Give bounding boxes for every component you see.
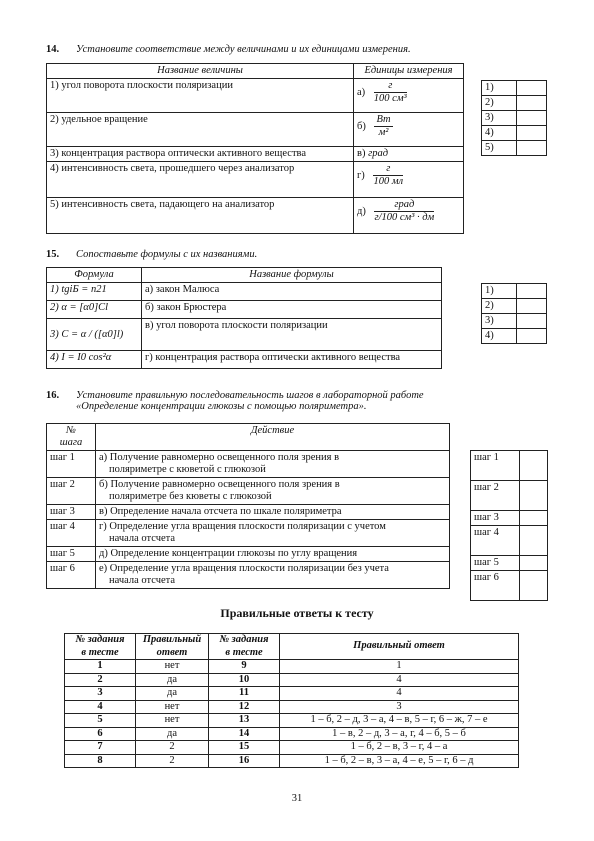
q14-row3-name: 3) концентрация раствора оптически активного вещества bbox=[47, 147, 354, 162]
q15-col2-header: Название формулы bbox=[142, 268, 442, 283]
page-number: 31 bbox=[291, 793, 303, 804]
q16-answer-cell-2[interactable] bbox=[520, 481, 548, 511]
q15-row3-name: в) угол поворота плоскости поляризации bbox=[142, 319, 442, 351]
table-row: 1 нет 9 1 bbox=[65, 660, 519, 674]
table-row: 8 2 16 1 – б, 2 – в, 3 – а, 4 – е, 5 – г, 6 – д bbox=[65, 754, 519, 768]
q15-prompt: 15. Сопоставьте формулы с их названиями. bbox=[46, 249, 258, 260]
q15-row4-name: г) концентрация раствора оптически активного вещества bbox=[142, 351, 442, 369]
q15-row2-formula: 2) α = [α0]Cl bbox=[47, 301, 142, 319]
q16-answer-cell-5[interactable] bbox=[520, 556, 548, 571]
table-row: 2 да 10 4 bbox=[65, 673, 519, 687]
table-row: 4 нет 12 3 bbox=[65, 700, 519, 714]
q14-answer-cell-3[interactable] bbox=[517, 111, 547, 126]
q14-row4-unit: г) $\frac{г}{100 мл}$ bbox=[354, 162, 464, 198]
q14-table bbox=[46, 63, 464, 234]
q14-row1-unit: а) $\frac{г}{\text{100 см³}}$ bbox=[354, 79, 464, 113]
q15-table bbox=[46, 267, 442, 369]
q16-row3-step: шаг 3 bbox=[47, 505, 96, 520]
q14-number: 14. bbox=[46, 44, 60, 55]
table-row: 5 нет 13 1 – б, 2 – д, 3 – а, 4 – в, 5 – г, 6 – ж, 7 – е bbox=[65, 714, 519, 728]
q15-row2-name: б) закон Брюстера bbox=[142, 301, 442, 319]
q16-row1-action: а) Получение равномерно освещенного поля зрения в поляриметре с кюветой с глюкозой bbox=[96, 451, 450, 478]
q14-answer-cell-4[interactable] bbox=[517, 126, 547, 141]
q15-answer-cell-4[interactable] bbox=[517, 329, 547, 344]
q16-col1-header: № шага bbox=[47, 424, 96, 451]
q16-row4-step: шаг 4 bbox=[47, 520, 96, 547]
q15-answer-cell-1[interactable] bbox=[517, 284, 547, 299]
q16-row6-step: шаг 6 bbox=[47, 562, 96, 589]
q14-row3-unit: в) град bbox=[354, 147, 464, 162]
q16-row6-action: е) Определение угла вращения плоскости поляризации без учета начала отсчета bbox=[96, 562, 450, 589]
q16-table bbox=[46, 423, 450, 589]
q16-prompt: 16. Установите правильную последовательность шагов в лабораторной работе «Определение концентрации глюкозы с помощью поляриметра». bbox=[46, 390, 424, 412]
table-row: 7 2 15 1 – б, 2 – в, 3 – г, 4 – а bbox=[65, 741, 519, 755]
q16-row4-action: г) Определение угла вращения плоскости поляризации с учетом начала отсчета bbox=[96, 520, 450, 547]
q14-row5-unit: д) $\frac{\text{град}}{\text{г/100 см³ · дм}}$ bbox=[354, 198, 464, 234]
q14-answer-cell-2[interactable] bbox=[517, 96, 547, 111]
q16-row1-step: шаг 1 bbox=[47, 451, 96, 478]
q15-answer-grid: 1) 2) 3) 4) bbox=[481, 283, 547, 344]
q15-number: 15. bbox=[46, 249, 60, 260]
answers-table bbox=[64, 633, 519, 768]
q16-row2-action: б) Получение равномерно освещенного поля зрения в поляриметре без кюветы с глюкозой bbox=[96, 478, 450, 505]
answers-h2: Правильный ответ bbox=[136, 634, 209, 660]
q16-answer-cell-6[interactable] bbox=[520, 571, 548, 601]
q16-number: 16. bbox=[46, 390, 60, 401]
q16-answer-grid: шаг 1 шаг 2 шаг 3 шаг 4 шаг 5 шаг 6 bbox=[470, 450, 548, 601]
q16-col2-header: Действие bbox=[96, 424, 450, 451]
q16-row3-action: в) Определение начала отсчета по шкале поляриметра bbox=[96, 505, 450, 520]
answers-h4: Правильный ответ bbox=[280, 634, 519, 660]
q14-answer-cell-5[interactable] bbox=[517, 141, 547, 156]
q16-row5-action: д) Определение концентрации глюкозы по углу вращения bbox=[96, 547, 450, 562]
q14-row4-name: 4) интенсивность света, прошедшего через анализатор bbox=[47, 162, 354, 198]
q16-answer-cell-4[interactable] bbox=[520, 526, 548, 556]
q14-prompt: 14. Установите соответствие между величинами и их единицами измерения. bbox=[46, 44, 411, 55]
q16-answer-cell-1[interactable] bbox=[520, 451, 548, 481]
q15-row3-formula: 3) C = α / ([α0]l) bbox=[47, 319, 142, 351]
q14-col2-header: Единицы измерения bbox=[354, 64, 464, 79]
table-row: 3 да 11 4 bbox=[65, 687, 519, 701]
q14-row5-name: 5) интенсивность света, падающего на анализатор bbox=[47, 198, 354, 234]
q14-answer-cell-1[interactable] bbox=[517, 81, 547, 96]
q15-answer-cell-3[interactable] bbox=[517, 314, 547, 329]
table-row: 6 да 14 1 – в, 2 – д, 3 – а, г, 4 – б, 5 – б bbox=[65, 727, 519, 741]
answers-h3: № задания в тесте bbox=[209, 634, 280, 660]
q15-row1-formula: 1) tgiБ = n21 bbox=[47, 283, 142, 301]
q16-row5-step: шаг 5 bbox=[47, 547, 96, 562]
q15-row1-name: а) закон Малюса bbox=[142, 283, 442, 301]
q16-answer-cell-3[interactable] bbox=[520, 511, 548, 526]
q14-row2-name: 2) удельное вращение bbox=[47, 113, 354, 147]
q14-col1-header: Название величины bbox=[47, 64, 354, 79]
q14-answer-grid: 1) 2) 3) 4) 5) bbox=[481, 80, 547, 156]
q15-answer-cell-2[interactable] bbox=[517, 299, 547, 314]
answers-title: Правильные ответы к тесту bbox=[220, 606, 374, 620]
q15-col1-header: Формула bbox=[47, 268, 142, 283]
q14-row1-name: 1) угол поворота плоскости поляризации bbox=[47, 79, 354, 113]
q16-row2-step: шаг 2 bbox=[47, 478, 96, 505]
answers-h1: № задания в тесте bbox=[65, 634, 136, 660]
q14-row2-unit: б) $\frac{Вт}{\text{м²}}$ bbox=[354, 113, 464, 147]
q15-row4-formula: 4) I = I0 cos²α bbox=[47, 351, 142, 369]
